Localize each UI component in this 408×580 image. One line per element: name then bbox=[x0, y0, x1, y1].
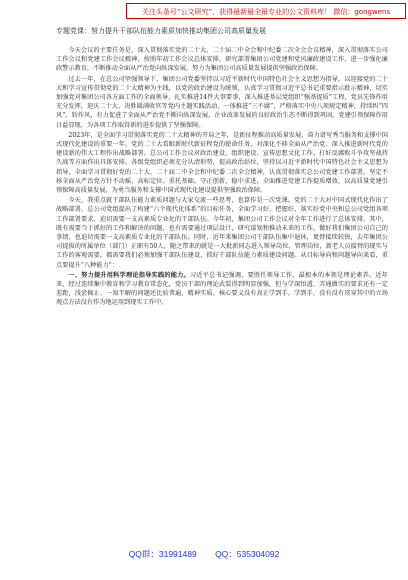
footer-qq: QQ：535304092 bbox=[215, 549, 280, 559]
section-heading: 一、努力提升用科学理论指导实践的能力。 bbox=[68, 271, 190, 279]
paragraph-1: 今天会议的主要任务是，深入贯彻落实党的二十大、二十届二中全会和中纪委二次全会会议精神，深入贯彻落实公司工作会议和党建工作会议精神，按照年初工作会议总体安排，研究部署集团公司党建和党风廉政建设工作，进一步强化廉政警示教育，不断推动全面从严治党向纵深发展，努力为集团公司高质量发展提供坚强政治保障。 bbox=[56, 47, 388, 73]
top-banner: 关注头条号“公文研究”，获得最新最全最专业的公文资料库！ 微信：gongwens bbox=[126, 3, 406, 19]
document-title: 专题党课：努力提升干部队伍能力素质加快推动集团公司高质量发展 bbox=[56, 27, 266, 35]
paragraph-2: 过去一年，在总公司坚强领导下，集团公司党委坚持以习近平新时代中国特色社会主义思想为指导，以迎接党的二十大和学习宣传贯彻党的二十大精神为主线，以党的政治建设为统领，认真学习贯彻习近平总书记重要指示批示精神，切实加强党对集团公司各方面工作的全面领导，扎实推进14件大事要事，深入推进基层党组织“强基提质”工程，党员先锋作用充分发挥，迎庆二十大、决胜圆满收官等党内主题实践活动，一体推进“三不腐”，严格落实中央八项规定精神，持续纠“四风”、转作风，有力促进了全面从严治党不断向纵深发展，企业改革发展的良好政治生态不断得到巩固，党建引领保障作用日益显现，为各项工作取得新的进步提供了坚强保障。 bbox=[56, 75, 388, 129]
document-body bbox=[56, 26, 388, 309]
footer-qq-group: QQ群：31991489 bbox=[128, 549, 197, 559]
paragraph-5-body: 习近平总书记强调，要胜任领导工作，最根本的本领是理论素养。近年来，经过连续集中教育和学习教育常态化，党员干部的理论武装得到明显加强，但与学深悟透、弄通做实的要求还有一定差距，浅尝辄止、一知半解的问题还比较普遍，精神实质、核心要义没有真正学到手。学到手，没有没有贯穿其中的立场观点方法没有作为地运用到现实工作中。 bbox=[56, 271, 388, 307]
paragraph-3: 2023年，是全面学习贯彻落实党的二十大精神的开局之年，是新征程推动高质量发展、奋力谱写秀当服务和支撑中国式现代化建设的重要一年。党的二十大看眼新时代新征程党的使命任务，对深化不移全面从严治党、深入推进新时代党的建设新的伟大工程作出战略部署。总公司工作会议对政治建设、组织建设、宣传思想文化工作、打好反腐败斗争攻坚战持久战等方面作出具体安排。各级党组织必须充分认清形势，提高政治站位，坚持以习近平新时代中国特色社会主义思想为指导，全面学习贯彻好党的二十大、二十届二中全会和中纪委二次全会精神，认真贯彻落实总公司党建工作部署，坚定不移全面从严治党方针不动摇、高标定位、重托基础、守正创新、稳中求进，全面推进党建工作提质增效，以高质量党建引领保障高质量发展，为勇当服务和支撑中国式现代化建设提供坚强政治保障。 bbox=[56, 131, 388, 195]
paragraph-5 bbox=[56, 271, 388, 308]
footer bbox=[0, 548, 408, 560]
paragraph-4: 今天，我重点就干部队伍能力素质问题与大家交流一些思考，也算作是一次党课。党的二十大对中国式现代化作出了战略部署，总公司党组提出了构建“六个现代化体系”的目标任务，全面学习好、把握好、落实好党中央和总公司党组各项工作部署要求，迫切需要一支高素质专业化的干部队伍。今年初，集团公司工作会议对全年工作进行了总体安排，其中，既有需要当于抓好的工作和解决的问题，也有需要通过项层设计，研究谋划和推动未来的工作，做好我们集团公司自己的事情，也迫切需要一支高素质专业化的干部队伍。同时，近年来集团公司干部队伍集中退休，更替接续较快，去年集团公司提拔的所属单位（部门）正职有50人，随之带来的就是一大批新同志进入领导岗位，管理岗位，新老人员接替的现实与工作的客观需要，都需要我们必须加强干部队伍建设，抓好干部队伍能力素质建设问题。从目标导向和问题导向来看，重点要提升“八种能力”： bbox=[56, 197, 388, 269]
